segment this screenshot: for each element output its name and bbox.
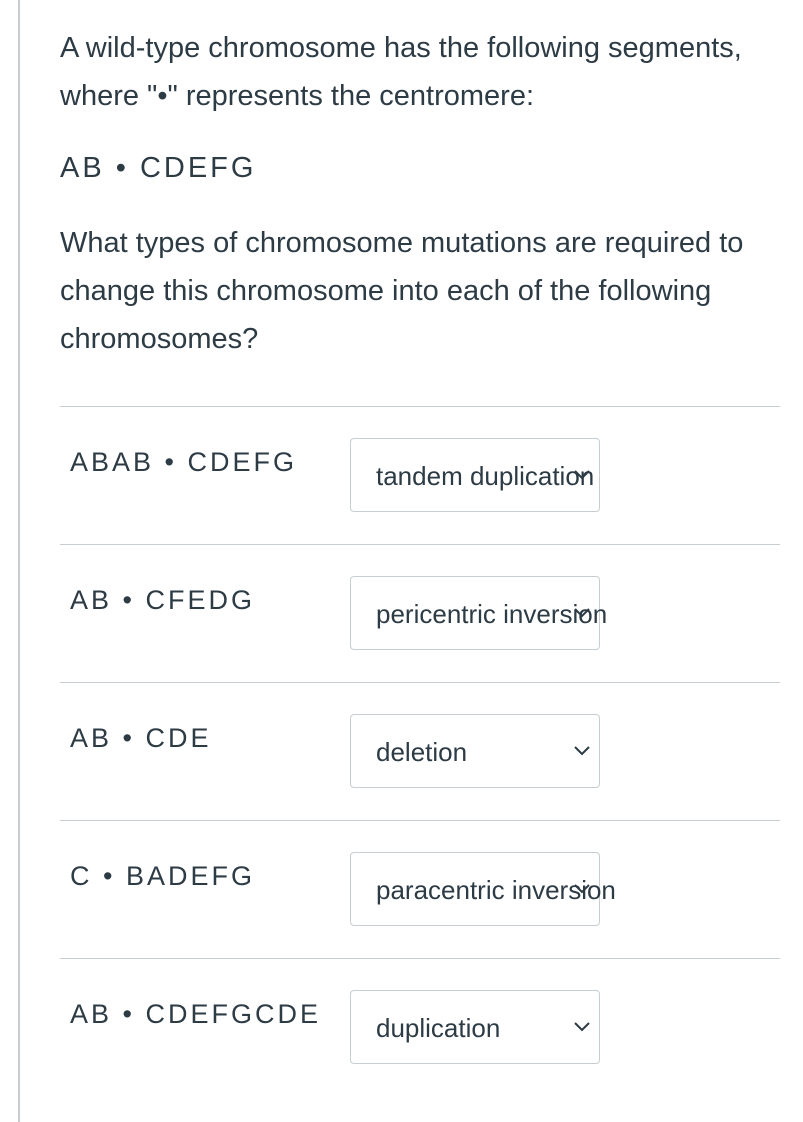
dropdown-selected-value: tandem duplication <box>376 461 595 491</box>
chevron-down-icon <box>573 1019 591 1035</box>
answer-row <box>60 406 780 544</box>
chromosome-label: AB • CDE <box>70 723 212 753</box>
chromosome-label: AB • CDEFGCDE <box>70 999 321 1029</box>
answer-row <box>60 820 780 958</box>
question-body <box>60 24 790 363</box>
chevron-down-icon <box>573 881 591 897</box>
mutation-type-dropdown[interactable] <box>350 990 600 1064</box>
dropdown-selected-value: duplication <box>376 1013 501 1043</box>
answer-row <box>60 544 780 682</box>
question-prompt: What types of chromosome mutations are required to change this chromosome into each of the following chromosomes? <box>60 227 744 355</box>
mutation-type-dropdown[interactable] <box>350 714 600 788</box>
wildtype-chromosome: AB • CDEFG <box>60 152 257 184</box>
answer-list <box>60 406 780 1096</box>
question-intro: A wild-type chromosome has the following segments, where "•" represents the centromere: <box>60 32 742 112</box>
dropdown-selected-value: pericentric inversion <box>376 599 608 629</box>
dropdown-selected-value: deletion <box>376 737 468 767</box>
mutation-type-dropdown[interactable] <box>350 852 616 926</box>
mutation-type-dropdown[interactable] <box>350 576 608 650</box>
chevron-down-icon <box>573 467 591 483</box>
answer-row <box>60 958 780 1096</box>
left-border <box>18 0 20 1122</box>
chevron-down-icon <box>573 743 591 759</box>
chromosome-label: AB • CFEDG <box>70 585 255 615</box>
chromosome-label: C • BADEFG <box>70 861 255 891</box>
chevron-down-icon <box>573 605 591 621</box>
chromosome-label: ABAB • CDEFG <box>70 447 297 477</box>
answer-row <box>60 682 780 820</box>
mutation-type-dropdown[interactable] <box>350 438 600 512</box>
dropdown-selected-value: paracentric inversion <box>376 875 616 905</box>
